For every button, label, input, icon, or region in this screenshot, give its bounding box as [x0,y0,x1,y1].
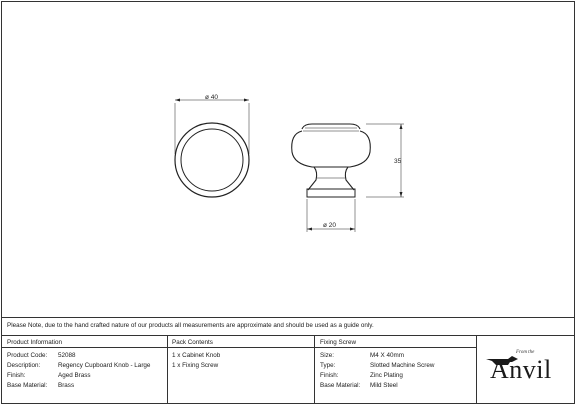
column-divider-3 [476,336,477,404]
base-material-value: Brass [58,382,75,389]
divider-top [1,317,575,318]
pack-item-knob: 1 x Cabinet Knob [172,352,221,359]
screw-type-value: Slotted Machine Screw [370,362,435,369]
screw-finish-label: Finish: [320,372,339,379]
knob-neck-left [308,167,317,190]
dim-label-diameter-base: ø 20 [323,222,337,229]
screw-material-label: Base Material: [320,382,361,389]
measurement-note: Please Note, due to the hand crafted nature of our products all measurements are approximate and should be used as a guide only. [7,322,374,329]
product-info-header: Product Information [7,339,62,346]
side-view [292,124,404,232]
pack-contents-header: Pack Contents [172,339,213,346]
screw-material-value: Mild Steel [370,382,398,389]
knob-body [292,131,371,167]
knob-base [307,189,355,197]
screw-size-value: M4 X 40mm [370,352,404,359]
dim-label-height: 35 [394,158,402,165]
logo-from-text: From the [516,350,535,355]
logo-wordmark: Anvil [490,355,552,384]
screw-size-label: Size: [320,352,334,359]
top-view-outer-circle [175,123,249,197]
dim-label-diameter-top: ø 40 [205,94,219,101]
screw-finish-value: Zinc Plating [370,372,403,379]
top-view-inner-circle [181,129,243,191]
knob-neck-right [345,167,354,190]
anvil-logo [482,347,572,397]
divider-note [1,335,575,336]
header-underline [1,347,476,348]
top-view [175,99,249,198]
finish-value: Aged Brass [58,372,91,379]
description-label: Description: [7,362,41,369]
fixing-screw-header: Fixing Screw [320,339,357,346]
description-value: Regency Cupboard Knob - Large [58,362,151,369]
pack-item-screw: 1 x Fixing Screw [172,362,219,369]
product-code-value: 52088 [58,352,76,359]
base-material-label: Base Material: [7,382,48,389]
screw-type-label: Type: [320,362,336,369]
product-code-label: Product Code: [7,352,48,359]
finish-label: Finish: [7,372,26,379]
